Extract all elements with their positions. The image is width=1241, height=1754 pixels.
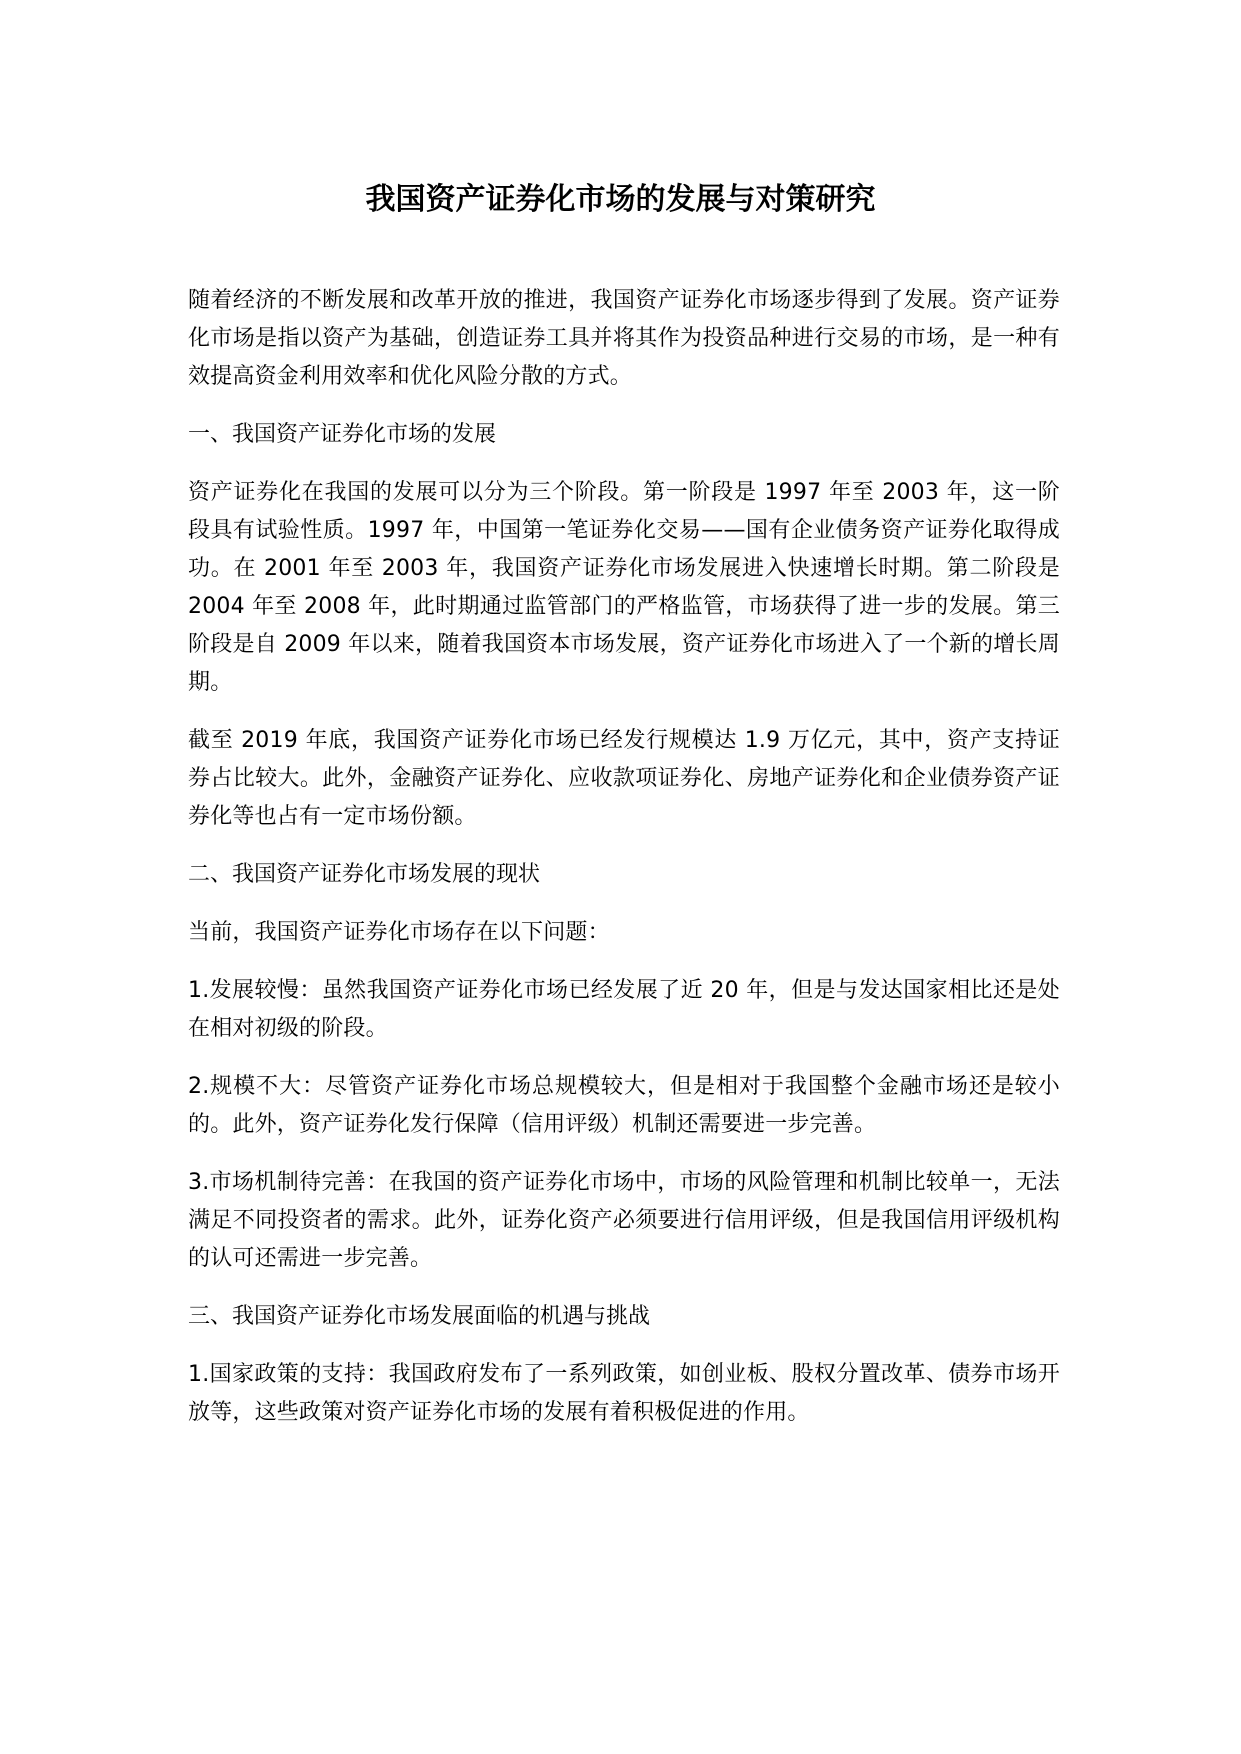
document-title: 我国资产证券化市场的发展与对策研究 (365, 182, 876, 217)
section3-item-1: 1.国家政策的支持：我国政府发布了一系列政策，如创业板、股权分置改革、债券市场开放等，这些政策对资产证券化市场的发展有着积极促进的作用。 (188, 1362, 1060, 1425)
section2-item-1: 1.发展较慢：虽然我国资产证券化市场已经发展了近 20 年，但是与发达国家相比还是处在相对初级的阶段。 (188, 978, 1060, 1041)
document-body (188, 282, 1060, 1452)
section1-paragraph-2: 截至 2019 年底，我国资产证券化市场已经发行规模达 1.9 万亿元，其中，资产支持证券占比较大。此外，金融资产证券化、应收款项证券化、房地产证券化和企业债券资产证券化等也占有一定市场份额。 (188, 728, 1060, 829)
section2-item-2: 2.规模不大：尽管资产证券化市场总规模较大，但是相对于我国整个金融市场还是较小的。此外，资产证券化发行保障（信用评级）机制还需要进一步完善。 (188, 1074, 1060, 1137)
section2-item-3: 3.市场机制待完善：在我国的资产证券化市场中，市场的风险管理和机制比较单一，无法满足不同投资者的需求。此外，证券化资产必须要进行信用评级，但是我国信用评级机构的认可还需进一步完善。 (188, 1170, 1060, 1271)
section1-paragraph-1: 资产证券化在我国的发展可以分为三个阶段。第一阶段是 1997 年至 2003 年，这一阶段具有试验性质。1997 年，中国第一笔证券化交易——国有企业债务资产证券化取得成功。在 2001 年至 2003 年，我国资产证券化市场发展进入快速增长时期。第二阶段是 2004 年至 2008 年，此时期通过监管部门的严格监管，市场获得了进一步的发展。第三阶段是自 2009 年以来，随着我国资本市场发展，资产证券化市场进入了一个新的增长周期。 (188, 480, 1060, 695)
section2-heading: 二、我国资产证券化市场发展的现状 (188, 862, 541, 887)
intro-paragraph: 随着经济的不断发展和改革开放的推进，我国资产证券化市场逐步得到了发展。资产证券化市场是指以资产为基础，创造证券工具并将其作为投资品种进行交易的市场，是一种有效提高资金利用效率和优化风险分散的方式。 (188, 288, 1060, 389)
section3-heading: 三、我国资产证券化市场发展面临的机遇与挑战 (188, 1304, 651, 1329)
section1-heading: 一、我国资产证券化市场的发展 (188, 422, 497, 447)
section2-paragraph-1: 当前，我国资产证券化市场存在以下问题： (188, 920, 610, 945)
